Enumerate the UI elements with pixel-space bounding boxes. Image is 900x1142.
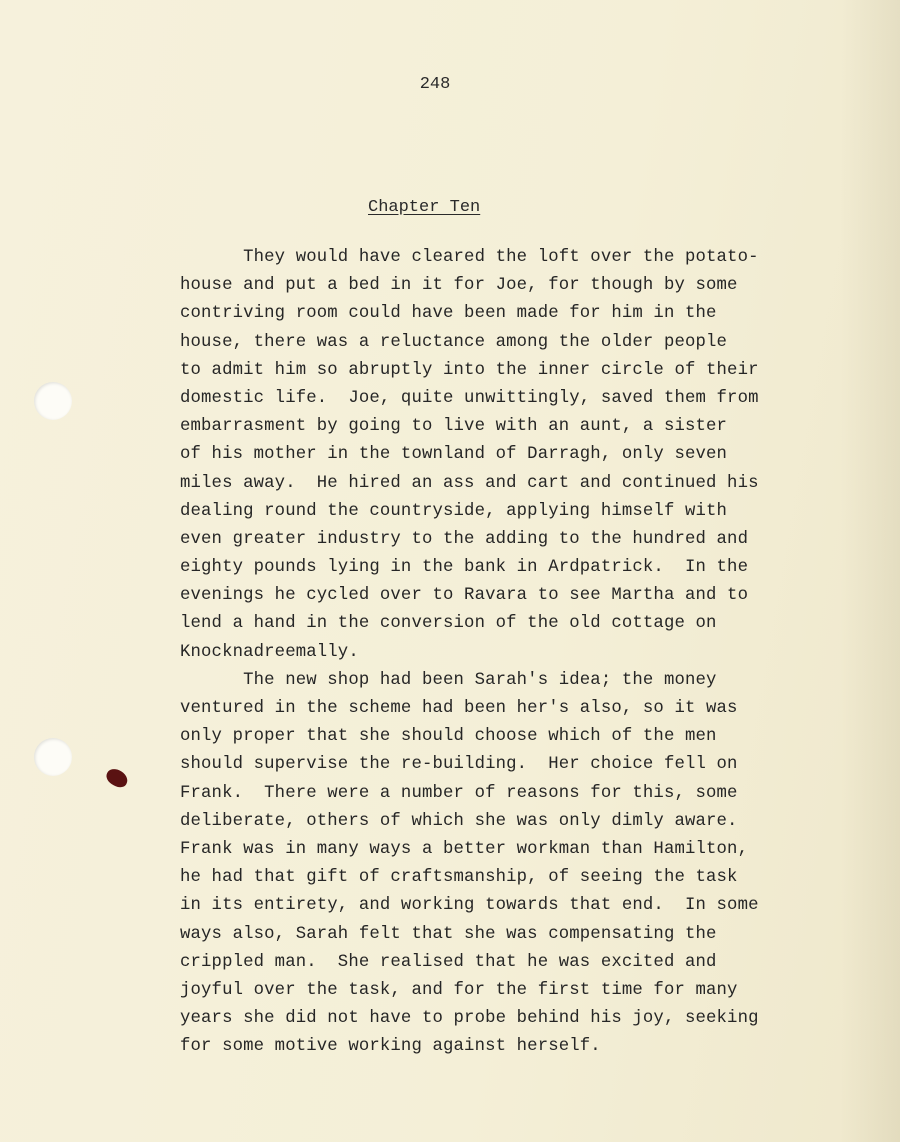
page-edge-shadow <box>840 0 900 1142</box>
text-line: The new shop had been Sarah's idea; the money <box>180 670 717 690</box>
text-line: Frank. There were a number of reasons for this, some <box>180 783 738 803</box>
text-line: he had that gift of craftsmanship, of seeing the task <box>180 868 738 888</box>
text-line: They would have cleared the loft over the potato- <box>180 248 759 267</box>
text-line: eighty pounds lying in the bank in Ardpatrick. In the <box>180 558 749 578</box>
text-line: crippled man. She realised that he was excited and <box>180 952 717 972</box>
text-line: dealing round the countryside, applying himself with <box>180 501 728 521</box>
punch-hole-bottom <box>34 738 72 776</box>
text-line: house and put a bed in it for Joe, for though by some <box>180 276 738 296</box>
page-number: 248 <box>419 75 451 94</box>
text-line: even greater industry to the adding to the hundred and <box>180 529 749 549</box>
text-line: embarrasment by going to live with an aunt, a sister <box>180 417 728 437</box>
text-line: Knocknadreemally. <box>180 642 359 662</box>
text-line: in its entirety, and working towards that end. In some <box>180 896 759 916</box>
text-line: lend a hand in the conversion of the old cottage on <box>180 614 717 634</box>
text-line: joyful over the task, and for the first time for many <box>180 980 738 1000</box>
ink-stain <box>104 766 131 790</box>
text-line: domestic life. Joe, quite unwittingly, saved them from <box>180 388 759 408</box>
paragraph-2 <box>180 667 840 1062</box>
text-line: only proper that she should choose which of the men <box>180 727 717 747</box>
chapter-title: Chapter Ten <box>368 198 481 217</box>
text-line: Frank was in many ways a better workman than Hamilton, <box>180 839 749 859</box>
text-line: ways also, Sarah felt that she was compensating the <box>180 924 717 944</box>
text-line: house, there was a reluctance among the older people <box>180 332 728 352</box>
text-line: for some motive working against herself. <box>180 1037 601 1057</box>
text-line: evenings he cycled over to Ravara to see Martha and to <box>180 586 749 606</box>
text-line: miles away. He hired an ass and cart and continued his <box>180 473 759 493</box>
text-line: contriving room could have been made for him in the <box>180 304 717 324</box>
text-line: deliberate, others of which she was only dimly aware. <box>180 811 738 831</box>
body-text <box>180 244 840 1061</box>
text-line: ventured in the scheme had been her's also, so it was <box>180 699 738 718</box>
text-line: of his mother in the townland of Darragh, only seven <box>180 445 728 465</box>
paragraph-1 <box>180 244 840 667</box>
text-line: should supervise the re-building. Her choice fell on <box>180 755 738 775</box>
text-line: years she did not have to probe behind his joy, seeking <box>180 1009 759 1029</box>
text-line: to admit him so abruptly into the inner circle of their <box>180 360 759 380</box>
punch-hole-top <box>34 382 72 420</box>
